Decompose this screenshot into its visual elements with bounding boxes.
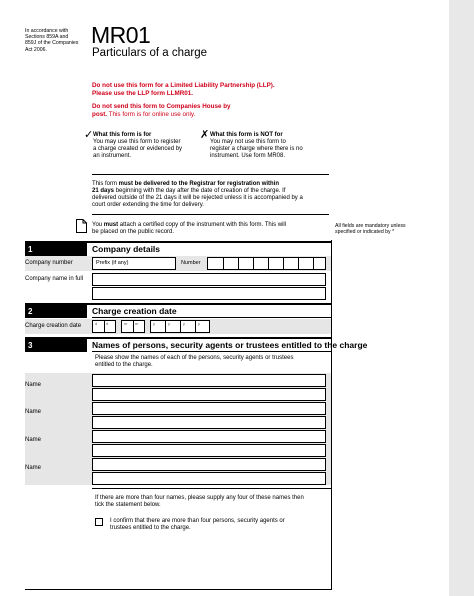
delivery-line: [92, 188, 332, 195]
names-divider: [92, 488, 331, 489]
company-name-field[interactable]: [92, 273, 326, 286]
post-warning-rest: This form is for online use only.: [107, 111, 196, 118]
company-number-label: Company number: [25, 260, 73, 266]
year-hint: y: [183, 321, 185, 326]
month-hint: m: [135, 321, 139, 326]
year-hint: y: [168, 321, 170, 326]
what-not-for-heading: What this form is NOT for: [210, 132, 283, 138]
char-divider: [133, 320, 134, 333]
mandatory-note: [335, 223, 406, 235]
section-number: 3: [25, 339, 87, 352]
statute-line: 859J of the Companies: [25, 40, 79, 47]
instruction-line: entitled to the charge.: [95, 362, 153, 368]
what-for-line: You may use this form to register: [93, 139, 181, 145]
year-hint: y: [198, 321, 200, 326]
digit-divider: [253, 257, 254, 270]
attach-line: be placed on the public record.: [92, 229, 175, 235]
section-underline: [92, 351, 331, 352]
checkmark-icon: ✓: [84, 129, 94, 141]
mandatory-note-line: All fields are mandatory unless: [335, 223, 406, 229]
char-divider: [165, 320, 166, 333]
llp-warning-line: Do not use this form for a Limited Liability Partnership (LLP).: [92, 82, 275, 89]
delivery-text-bold: must be delivered to the Registrar for registration within: [118, 181, 280, 187]
char-divider: [195, 320, 196, 333]
prefix-field[interactable]: [92, 257, 176, 270]
document-icon: [76, 219, 87, 238]
form-code: MR01: [91, 22, 151, 48]
notes-divider: [92, 214, 329, 215]
delivery-note: [92, 181, 332, 209]
day-hint: d: [95, 321, 98, 326]
company-name-field-2[interactable]: [92, 287, 326, 300]
char-divider: [180, 320, 181, 333]
statute-line: In accordance with: [25, 28, 69, 34]
attach-note: [92, 222, 332, 236]
section-title: Charge creation date: [92, 306, 177, 316]
name-field-4b[interactable]: [92, 472, 326, 485]
company-name-label: Company name in full: [25, 276, 84, 282]
confirm-line: trustees entitled to the charge.: [110, 525, 191, 531]
name-label: Name: [25, 382, 42, 388]
llp-warning-line: Please use the LLP form LLMR01.: [92, 90, 194, 97]
month-hint: m: [124, 321, 128, 326]
post-warning-line: [92, 111, 231, 119]
post-warning-bold: post.: [92, 111, 108, 118]
more-names-note: [95, 495, 304, 509]
form-title: Particulars of a charge: [92, 47, 208, 59]
llp-warning: [92, 82, 275, 98]
day-field[interactable]: [92, 320, 116, 333]
attach-line: [92, 222, 332, 229]
name-field-3[interactable]: [92, 430, 326, 443]
section-underline: [92, 317, 331, 318]
confirm-line: I confirm that there are more than four persons, security agents or: [110, 518, 285, 524]
delivery-line: delivered outside of the 21 days it will be rejected unless it is accompanied by a: [92, 195, 303, 201]
confirm-checkbox[interactable]: [95, 518, 103, 526]
name-field-1[interactable]: [92, 374, 326, 387]
name-field-3b[interactable]: [92, 444, 326, 457]
what-for-line: a charge created or evidenced by: [93, 146, 183, 152]
digit-divider: [313, 257, 314, 270]
delivery-text: This form: [92, 181, 119, 187]
year-hint: y: [153, 321, 155, 326]
attach-text: You: [92, 222, 104, 228]
post-warning: [92, 103, 231, 119]
delivery-text-bold: 21 days: [92, 188, 115, 194]
digit-divider: [298, 257, 299, 270]
what-for-block: [93, 132, 182, 160]
name-label: Name: [25, 437, 42, 443]
attach-text-bold: must: [103, 222, 119, 228]
section-number: 2: [25, 305, 87, 318]
digit-divider: [283, 257, 284, 270]
statute-note: [25, 28, 87, 53]
name-field-2b[interactable]: [92, 416, 326, 429]
name-label: Name: [25, 409, 42, 415]
company-number-field[interactable]: [207, 257, 326, 270]
delivery-text: beginning with the day after the date of creation of the charge. If: [114, 188, 286, 194]
digit-divider: [223, 257, 224, 270]
post-warning-line: Do not send this form to Companies House by: [92, 103, 231, 110]
page-bottom-rule: [25, 589, 331, 590]
attach-text: attach a certified copy of the instrument with this form. This will: [118, 222, 287, 228]
name-field-2[interactable]: [92, 402, 326, 415]
delivery-line: court order extending the time for delivery.: [92, 202, 204, 208]
char-divider: [104, 320, 105, 333]
section-title: Company details: [92, 244, 161, 254]
name-field-1b[interactable]: [92, 388, 326, 401]
what-for-line: an instrument.: [93, 153, 132, 159]
what-for-heading: What this form is for: [93, 132, 152, 138]
confirm-statement: [110, 518, 285, 532]
section-number: 1: [25, 243, 87, 256]
statute-line: Sections 859A and: [25, 34, 69, 41]
more-names-line: tick the statement below.: [95, 502, 161, 508]
day-hint: d: [106, 321, 109, 326]
mandatory-note-line: specified or indicated by *: [335, 229, 395, 236]
names-instruction: [95, 355, 293, 369]
column-separator: [331, 240, 332, 590]
what-not-for-line: register a charge where there is no: [210, 146, 303, 152]
what-not-for-line: You may not use this form to: [210, 139, 286, 145]
month-field[interactable]: [121, 320, 145, 333]
number-label: Number: [181, 260, 201, 266]
year-field[interactable]: [150, 320, 210, 333]
what-not-for-line: instrument. Use form MR08.: [210, 153, 286, 159]
digit-divider: [268, 257, 269, 270]
what-not-for-block: [210, 132, 303, 160]
instruction-line: Please show the names of each of the persons, security agents or trustees: [95, 355, 294, 361]
prefix-label: Prefix (if any): [96, 260, 129, 266]
name-label: Name: [25, 465, 42, 471]
section-title: Names of persons, security agents or trustees entitled to the charge: [92, 340, 368, 350]
notes-divider: [92, 174, 329, 175]
digit-divider: [238, 257, 239, 270]
name-field-4[interactable]: [92, 458, 326, 471]
charge-date-label: Charge creation date: [25, 323, 82, 329]
more-names-line: If there are more than four names, please supply any four of these names then: [95, 495, 304, 501]
statute-line: Act 2006.: [25, 46, 47, 53]
page-edge-bar: [449, 0, 474, 596]
delivery-line: [92, 181, 332, 188]
cross-icon: ✗: [200, 129, 210, 141]
